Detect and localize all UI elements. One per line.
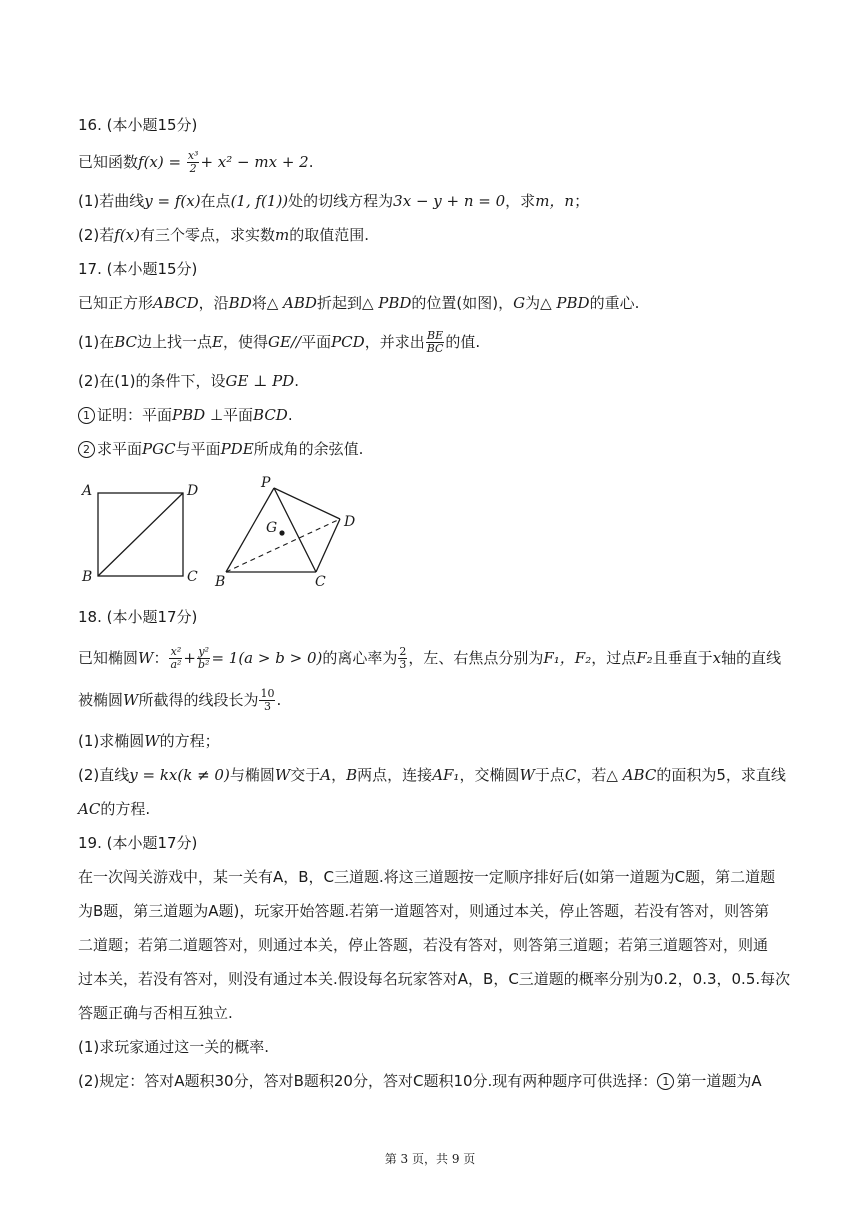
q19-line-2: 为B题，第三道题为A题)，玩家开始答题.若第一道题答对，则通过本关，停止答题，若没有答对，则答第 — [78, 902, 770, 920]
label-B2: B — [215, 574, 226, 590]
q18-part1: (1)求椭圆W的方程； — [78, 732, 220, 750]
q16-func-rest: + x² − mx + 2 — [200, 153, 309, 171]
centroid-point — [279, 530, 284, 535]
label-D: D — [187, 483, 199, 499]
q19-part1: (1)求玩家通过这一关的概率. — [78, 1038, 270, 1056]
q17-figures — [70, 470, 380, 590]
q19-line-1: 在一次闯关游戏中，某一关有A，B，C三道题.将这三道题按一定顺序排好后(如第一道题为C题，第二道题 — [78, 868, 776, 886]
q17-sub2: 2 求平面PGC与平面PDE所成角的余弦值. — [78, 438, 363, 460]
circled-number-2: 2 — [78, 441, 95, 458]
q18-fraction-x: $\frac{\text{x²}}{\text{a²}}$ — [170, 645, 182, 671]
circled-number-1: 1 — [78, 407, 95, 424]
q17-header: 17. (本小题15分) — [78, 260, 198, 278]
label-C: C — [187, 569, 198, 585]
q19-line-4: 过本关，若没有答对，则没有通过本关.假设每名玩家答对A，B，C三道题的概率分别为0.2，0.3，0.5.每次 — [78, 970, 791, 988]
q19-header: 19. (本小题17分) — [78, 834, 198, 852]
folded-figure — [214, 475, 355, 590]
label-A: A — [82, 483, 93, 499]
label-G: G — [266, 520, 278, 536]
q16-statement: 已知函数f(x) = $\frac{\text{x³}}{2}$ + x² − mx + 2. — [78, 149, 314, 175]
q17-statement: 已知正方形ABCD，沿BD将△ ABD折起到△ PBD的位置(如图)，G为△ PBD的重心. — [78, 294, 640, 312]
q16-header: 16. (本小题15分) — [78, 116, 198, 134]
q19-line-3: 二道题；若第二道题答对，则通过本关，停止答题，若没有答对，则答第三道题；若第三道题答对，则通 — [78, 936, 769, 954]
label-P: P — [261, 475, 271, 491]
q19-part2: (2)规定：答对A题积30分，答对B题积20分，答对C题积10分.现有两种题序可供选择： 1 第一道题为A — [78, 1072, 762, 1090]
q18-segment-length: $\frac{10}{3}$ — [260, 687, 275, 713]
label-C2: C — [315, 574, 326, 590]
q17-part1: (1)在BC边上找一点E，使得GE//平面PCD，并求出 $\frac{BE}{BC}$ 的值. — [78, 329, 481, 355]
q18-part2-line1: (2)直线y = kx(k ≠ 0)与椭圆W交于A，B两点，连接AF₁，交椭圆W于点C，若△ ABC的面积为5，求直线 — [78, 766, 786, 784]
q18-eccentricity: $\frac{2}{3}$ — [399, 645, 407, 671]
q16-part1: (1)若曲线y = f(x)在点(1, f(1))处的切线方程为3x − y + n = 0，求m，n； — [78, 192, 590, 210]
q18-header: 18. (本小题17分) — [78, 608, 198, 626]
page-footer: 第 3 页，共 9 页 — [384, 1152, 476, 1166]
q17-part2: (2)在(1)的条件下，设GE ⊥ PD. — [78, 372, 299, 390]
q19-line-5: 答题正确与否相互独立. — [78, 1004, 233, 1022]
q18-part2-line2: AC的方程. — [78, 800, 151, 818]
square-figure — [80, 483, 198, 585]
q16-func-lhs: f(x) = — [138, 153, 186, 171]
q17-ratio-fraction: $\frac{BE}{BC}$ — [426, 329, 444, 355]
label-D2: D — [344, 514, 356, 530]
q16-part2: (2)若f(x)有三个零点，求实数m的取值范围. — [78, 226, 369, 244]
q18-statement-2: 被椭圆W所截得的线段长为 $\frac{10}{3}$ . — [78, 687, 282, 713]
circled-number-1: 1 — [657, 1073, 674, 1090]
q16-intro: 已知函数 — [78, 153, 139, 171]
q16-fraction: $\frac{\text{x³}}{2}$ — [187, 149, 199, 175]
q18-fraction-y: $\frac{\text{y²}}{\text{b²}}$ — [198, 645, 210, 671]
q17-sub1: 1 证明：平面PBD ⊥平面BCD. — [78, 404, 293, 426]
label-B: B — [82, 569, 93, 585]
q18-statement-1: 已知椭圆W： $\frac{\text{x²}}{\text{a²}}$ + $\frac{\text{y²}}{\text{b²}}$ = 1(a > b > 0)的离心率为 $\frac{2}{3}$ ，左、右焦点分别为F₁，F₂，过点F₂且垂直于x轴的直线 — [78, 645, 782, 671]
